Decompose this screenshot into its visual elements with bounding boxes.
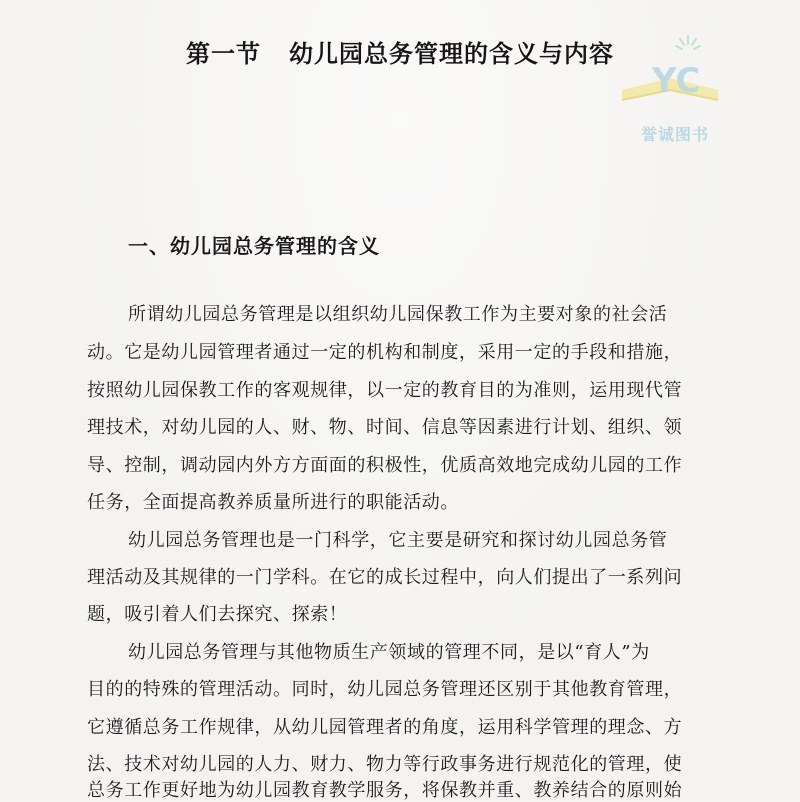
paragraph-line: 按照幼儿园保教工作的客观规律，以一定的教育目的为准则，运用现代管 bbox=[87, 380, 683, 401]
paragraph-line: 幼儿园总务管理也是一门科学，它主要是研究和探讨幼儿园总务管 bbox=[128, 530, 668, 551]
paragraph-line: 目的的特殊的管理活动。同时，幼儿园总务管理还区别于其他教育管理， bbox=[87, 679, 683, 700]
paragraph-line: 所谓幼儿园总务管理是以组织幼儿园保教工作为主要对象的社会活 bbox=[128, 304, 668, 325]
paragraph-line: 理技术，对幼儿园的人、财、物、时间、信息等因素进行计划、组织、领 bbox=[87, 417, 683, 438]
watermark-logo-icon bbox=[600, 30, 740, 125]
publisher-watermark bbox=[600, 30, 740, 150]
subheading: 一、幼儿园总务管理的含义 bbox=[128, 234, 380, 258]
section-number: 第一节 bbox=[186, 39, 261, 68]
paragraph-line: 理活动及其规律的一门学科。在它的成长过程中，向人们提出了一系列问 bbox=[87, 567, 683, 588]
paragraph-line: 导、控制，调动园内外方方面面的积极性，优质高效地完成幼儿园的工作 bbox=[87, 455, 683, 476]
section-title-text: 幼儿园总务管理的含义与内容 bbox=[289, 39, 614, 68]
paragraph-line: 总务工作更好地为幼儿园教育教学服务，将保教并重、教养结合的原则始 bbox=[87, 780, 683, 801]
paragraph-line: 任务，全面提高教养质量所进行的职能活动。 bbox=[87, 492, 459, 513]
paragraph-line: 动。它是幼儿园管理者通过一定的机构和制度，采用一定的手段和措施， bbox=[87, 342, 683, 363]
paragraph-line: 它遵循总务工作规律，从幼儿园管理者的角度，运用科学管理的理念、方 bbox=[87, 717, 683, 738]
paragraph-line: 幼儿园总务管理与其他物质生产领域的管理不同，是以“育人”为 bbox=[128, 642, 650, 663]
svg-text:YC: YC bbox=[652, 61, 701, 101]
paragraph-line: 题，吸引着人们去探究、探索！ bbox=[87, 604, 348, 625]
paragraph-line: 法、技术对幼儿园的人力、财力、物力等行政事务进行规范化的管理，使 bbox=[87, 754, 683, 775]
watermark-text: 誉诚图书 bbox=[640, 125, 709, 144]
